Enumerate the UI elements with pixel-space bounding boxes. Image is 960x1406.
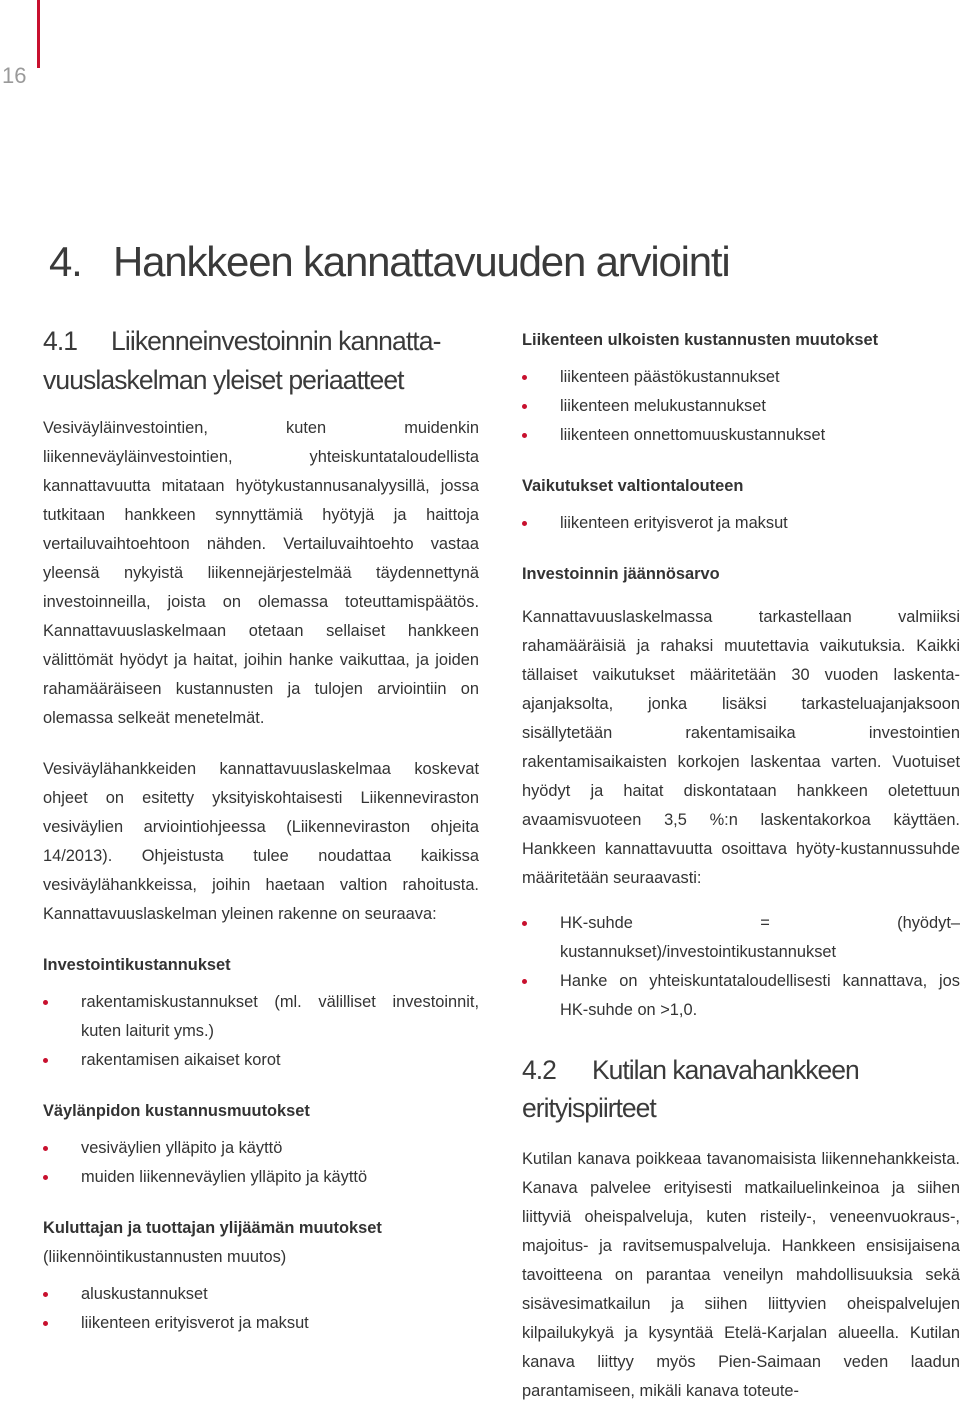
- list-item: liikenteen erityisverot ja maksut: [43, 1309, 479, 1338]
- section-title-text: Liikenneinvestoinnin kannatta-vuuslaskelman yleiset periaatteet: [43, 326, 441, 395]
- maintenance-costs-list: [43, 1134, 479, 1192]
- section-4-2-title: [522, 1051, 960, 1127]
- chapter-number: 4.: [49, 238, 82, 285]
- investment-costs-heading: Investointikustannukset: [43, 956, 231, 974]
- section-number: 4.2: [522, 1055, 556, 1085]
- ratio-list: [522, 909, 960, 1025]
- list-item: rakentamisen aikaiset korot: [43, 1046, 479, 1075]
- left-column: [43, 322, 479, 1338]
- kutila-paragraph: Kutilan kanava poikkeaa tavanomaisista liikennehankkeista. Kanava palvelee erityisesti matkailuelinkeinoa ja siihen liittyviä oheispalveluja, kuten risteily-, veneenvuokraus-, majoitus- ja ravitsemuspalveluja. Hankkeen ensisijaisena tavoitteena on parantaa veneilyn mahdollisuuksia sekä sisävesimatkailun ja siihen liittyvien oheispalvelujen kilpailukykyä ja kysyntää Etelä-Karjalan alueella. Kutilan kanava liittyy myös Pien-Saimaan veden laadun parantamiseen, mikäli kanava toteute-: [522, 1150, 960, 1400]
- page-number: 16: [2, 63, 27, 88]
- list-item: vesiväylien ylläpito ja käyttö: [43, 1134, 479, 1163]
- margin-accent-line: [37, 0, 40, 68]
- section-4-1-title: [43, 322, 479, 400]
- list-item: aluskustannukset: [43, 1280, 479, 1309]
- chapter-title: [49, 238, 730, 286]
- residual-paragraph: Kannattavuuslaskelmassa tarkastellaan valmiiksi rahamääräisiä ja rahaksi muutettavia vaikutuksia. Kaikki tällaiset vaikutukset määritetään 30 vuoden laskenta-ajanjaksolta, jonka lisäksi tarkasteluajanjaksoon sisällytetään rakentamisaika investointien rakentamisaikaisten korkojen laskentaa varten. Vuotuiset hyödyt ja haitat diskontataan hankkeen oletettuun avaamisvuoteen 3,5 %:n laskentakorkoa käyttäen. Hankkeen kannattavuutta osoittava hyöty-kustannussuhde määritetään seuraavasti:: [522, 608, 960, 887]
- bullet-icon: [43, 1000, 48, 1005]
- bullet-icon: [43, 1058, 48, 1063]
- list-item: liikenteen onnettomuuskustannukset: [522, 421, 960, 450]
- list-item: liikenteen erityisverot ja maksut: [522, 509, 960, 538]
- list-item: liikenteen melukustannukset: [522, 392, 960, 421]
- bullet-icon: [522, 979, 527, 984]
- list-item: liikenteen päästökustannukset: [522, 363, 960, 392]
- bullet-icon: [43, 1321, 48, 1326]
- list-item: muiden liikenneväylien ylläpito ja käyttö: [43, 1163, 479, 1192]
- bullet-icon: [522, 921, 527, 926]
- chapter-title-text: Hankkeen kannattavuuden arviointi: [113, 238, 730, 285]
- residual-value-heading: Investoinnin jäännösarvo: [522, 565, 720, 583]
- external-costs-heading: Liikenteen ulkoisten kustannusten muutokset: [522, 331, 879, 349]
- list-item: Hanke on yhteiskuntataloudellisesti kannattava, jos HK-suhde on >1,0.: [522, 967, 960, 1025]
- surplus-changes-heading-bold: Kuluttajan ja tuottajan ylijäämän muutokset: [43, 1219, 382, 1237]
- state-economy-heading: Vaikutukset valtiontalouteen: [522, 477, 744, 495]
- right-column: [522, 326, 960, 1406]
- bullet-icon: [43, 1292, 48, 1297]
- external-costs-list: [522, 363, 960, 450]
- bullet-icon: [522, 404, 527, 409]
- section-number: 4.1: [43, 326, 78, 356]
- surplus-changes-heading: [43, 1214, 479, 1272]
- investment-costs-list: [43, 988, 479, 1075]
- state-economy-list: [522, 509, 960, 538]
- list-item: HK-suhde = (hyödyt–kustannukset)/investointikustannukset: [522, 909, 960, 967]
- surplus-changes-list: [43, 1280, 479, 1338]
- surplus-changes-heading-suffix: (liikennöintikustannusten muutos): [43, 1248, 287, 1266]
- maintenance-costs-heading: Väylänpidon kustannusmuutokset: [43, 1102, 310, 1120]
- bullet-icon: [43, 1146, 48, 1151]
- bullet-icon: [522, 521, 527, 526]
- bullet-icon: [522, 375, 527, 380]
- intro-paragraph: Vesiväyläinvestointien, kuten muidenkin liikenneväyläinvestointien, yhteiskuntataloudellista kannattavuutta mitataan hyötykustannusanalyysillä, jossa tutkitaan hankkeen synnyttämiä hyötyjä ja haittoja vertailuvaihtoehtoon nähden. Vertailuvaihtoehto vastaa yleensä nykyistä liikennejärjestelmää täydennettynä investoinneilla, joista on olemassa toteuttamispäätös. Kannattavuuslaskelmaan otetaan sellaiset hankkeen välittömät hyödyt ja haitat, joihin hanke vaikuttaa, ja joiden rahamääräiseen kustannusten ja tulojen arviointiin on olemassa selkeät menetelmät.: [43, 419, 479, 727]
- bullet-icon: [43, 1175, 48, 1180]
- bullet-icon: [522, 433, 527, 438]
- guidelines-paragraph: Vesiväylähankkeiden kannattavuuslaskelmaa koskevat ohjeet on esitetty yksityiskohtaisesti Liikenneviraston vesiväylien arviointiohjeessa (Liikenneviraston ohjeita 14/2013). Ohjeistusta tulee noudattaa kaikissa vesiväylähankkeissa, joihin haetaan valtion rahoitusta. Kannattavuuslaskelman yleinen rakenne on seuraava:: [43, 760, 479, 923]
- section-title-text: Kutilan kanavahankkeen erityispiirteet: [522, 1055, 859, 1123]
- list-item: rakentamiskustannukset (ml. välilliset investoinnit, kuten laiturit yms.): [43, 988, 479, 1046]
